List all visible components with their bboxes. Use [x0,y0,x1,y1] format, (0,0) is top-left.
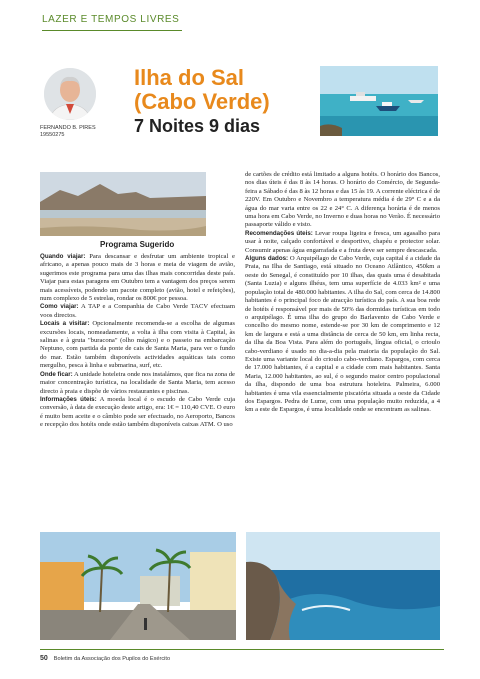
title-line-1: Ilha do Sal [134,65,245,90]
paragraph-text: Para descansar e desfrutar um ambiente tropical e africano, a apenas pouco mais de 3 horas e meia de viagem de avião, sugerimos este programa para uma das ilhas mais concorridas deste país. Viajar para estas paragens em Outubro tem a vantagem dos preços serem mais acessíveis, podendo um pacote completo (avião, hotel e refeições), num complexo de 5 estrelas, rondar os 800€ por pessoa. [40,253,235,303]
program-subheading: Programa Sugerido [100,240,175,249]
paragraph [40,320,235,370]
author-name: FERNANDO B. PIRES [40,125,96,131]
paragraph [40,253,235,303]
paragraph [40,371,235,396]
paragraph-text: A unidade hoteleira onde nos instalámos, que fica na zona de maior concentração turística, na localidade de Santa Maria, tem acesso directo à praia e dispõe de vários restaurantes e piscinas. [40,370,235,395]
paragraph [245,171,440,230]
paragraph [40,303,235,320]
paragraph-label: Quando viajar: [40,253,86,260]
paragraph-text: Levar roupa ligeira e fresca, um agasalho para usar à noite, calçado confortável e desportivo, chapéu e protector solar. Consumir apenas água engarrafada e a fruta deve ser sempre descascada. [245,229,440,254]
left-column [40,253,235,430]
paragraph-label: Alguns dados: [245,255,289,263]
boats-photo [320,66,438,136]
title-line-2: (Cabo Verde) [134,89,270,114]
paragraph [40,396,235,430]
paragraph-text: de cartões de crédito está limitado a alguns hotéis. O horário dos Bancos, nos dias úteis é das 8 às 14 horas. O horário do Comércio, de Segunda-feira a Sábado é das 8 às 12 horas e das 15 às 19. A corrente eléctrica é de 220V. Em Outubro e Novembro a temperatura média é de 29° C e a da água do mar varia entre os 22 e 24° C. A diferença horária é de menos uma hora em Cabo Verde, no Inverno e duas horas no Verão. É necessário passaporte válido e visto. [245,171,440,229]
author-byline [40,125,96,139]
street-photo [40,532,236,640]
author-portrait [44,68,96,120]
section-header: LAZER E TEMPOS LIVRES [42,14,180,25]
paragraph-label: Recomendações úteis: [245,229,313,237]
footer-divider [40,649,444,650]
paragraph-text: A moeda local é o escudo de Cabo Verde cuja conversão, à data de execução deste artigo, era: 1€ = 110,40 CVE. O euro é muito bem aceite e o câmbio pode ser efectuado, no Aeroporto, Bancos e recepção dos hotéis onde estão também disponíveis caixas ATM. O uso [40,395,235,429]
paragraph-text: A TAP e a Companhia de Cabo Verde TACV efectuam voos directos. [40,303,235,319]
paragraph-label: Onde ficar: [40,370,73,378]
publication-name: Boletim da Associação dos Pupilos do Exército [53,656,171,662]
title-line-3: 7 Noites 9 dias [134,116,261,136]
paragraph-label: Informações úteis: [40,395,97,403]
section-divider [42,30,182,31]
article-title [134,66,270,138]
footer [40,655,170,662]
right-column [245,171,440,415]
paragraph [245,255,440,415]
author-id: 19550275 [40,132,65,138]
landscape-photo [40,172,206,236]
paragraph-label: Como viajar: [40,303,79,311]
coast-photo [246,532,440,640]
paragraph-label: Locais a visitar: [40,320,90,328]
paragraph-text: Opcionalmente recomenda-se a escolha de algumas excursões locais, nomeadamente, a volta à ilha com visita à Capital, às salinas e à gruta "buracona" (olho mágico) e o passeio na embarcação Neptuno, com partida da ponte de cais de Santa Maria, para ver o fundo do mar. Estão também disponíveis actividades aquáticas tais como mergulho, pesca à linha e submarina, surf, etc. [40,320,235,370]
paragraph-text: O Arquipélago de Cabo Verde, cuja capital é a cidade da Praia, na Ilha de Santiago, está situado no Oceano Atlântico, 450km a oeste do Senegal, é constituído por 10 ilhas, das quais uma é desabitada (Santa Luzia) e alguns ilhéus, tem uma superfície de 4.033 km² e uma população total de 480.000 habitantes. A ilha do Sal, com cerca de 14.800 habitantes é o principal foco de atracção turística do país. A sua boa rede de hotéis é responsável por mais de 50% das dormidas turísticas em todo o arquipélago. É uma ilha do grupo do Barlavento de Cabo Verde e concelho do mesmo nome, estende-se por 30 km de comprimento e 12 km de largura e está a uma distância de cerca de 50 km, em linha recta, da ilha da Boa Vista. Para além do português, língua oficial, o crioulo cabo-verdiano é usado no dia-a-dia pela maioria da população do Sal. Existe uma variante local do crioulo cabo-verdiano. Espargos, com cerca de 17.000 habitantes, é a capital e a cidade com mais habitantes. Santa Maria, 12.000 habitantes, ao sul, é o segundo maior centro populacional da ilha, dispondo de uma boa estrutura hoteleira. Palmeira, 6.000 habitantes é uma vila essencialmente piscatória situada a oeste da Cidade dos Espargos. Pedra de Lume, com uma população muito reduzida, a 4 km a este de Espargos, é uma localidade onde se encontram as salinas. [245,255,441,414]
page-number: 50 [40,655,48,662]
paragraph [245,230,440,255]
